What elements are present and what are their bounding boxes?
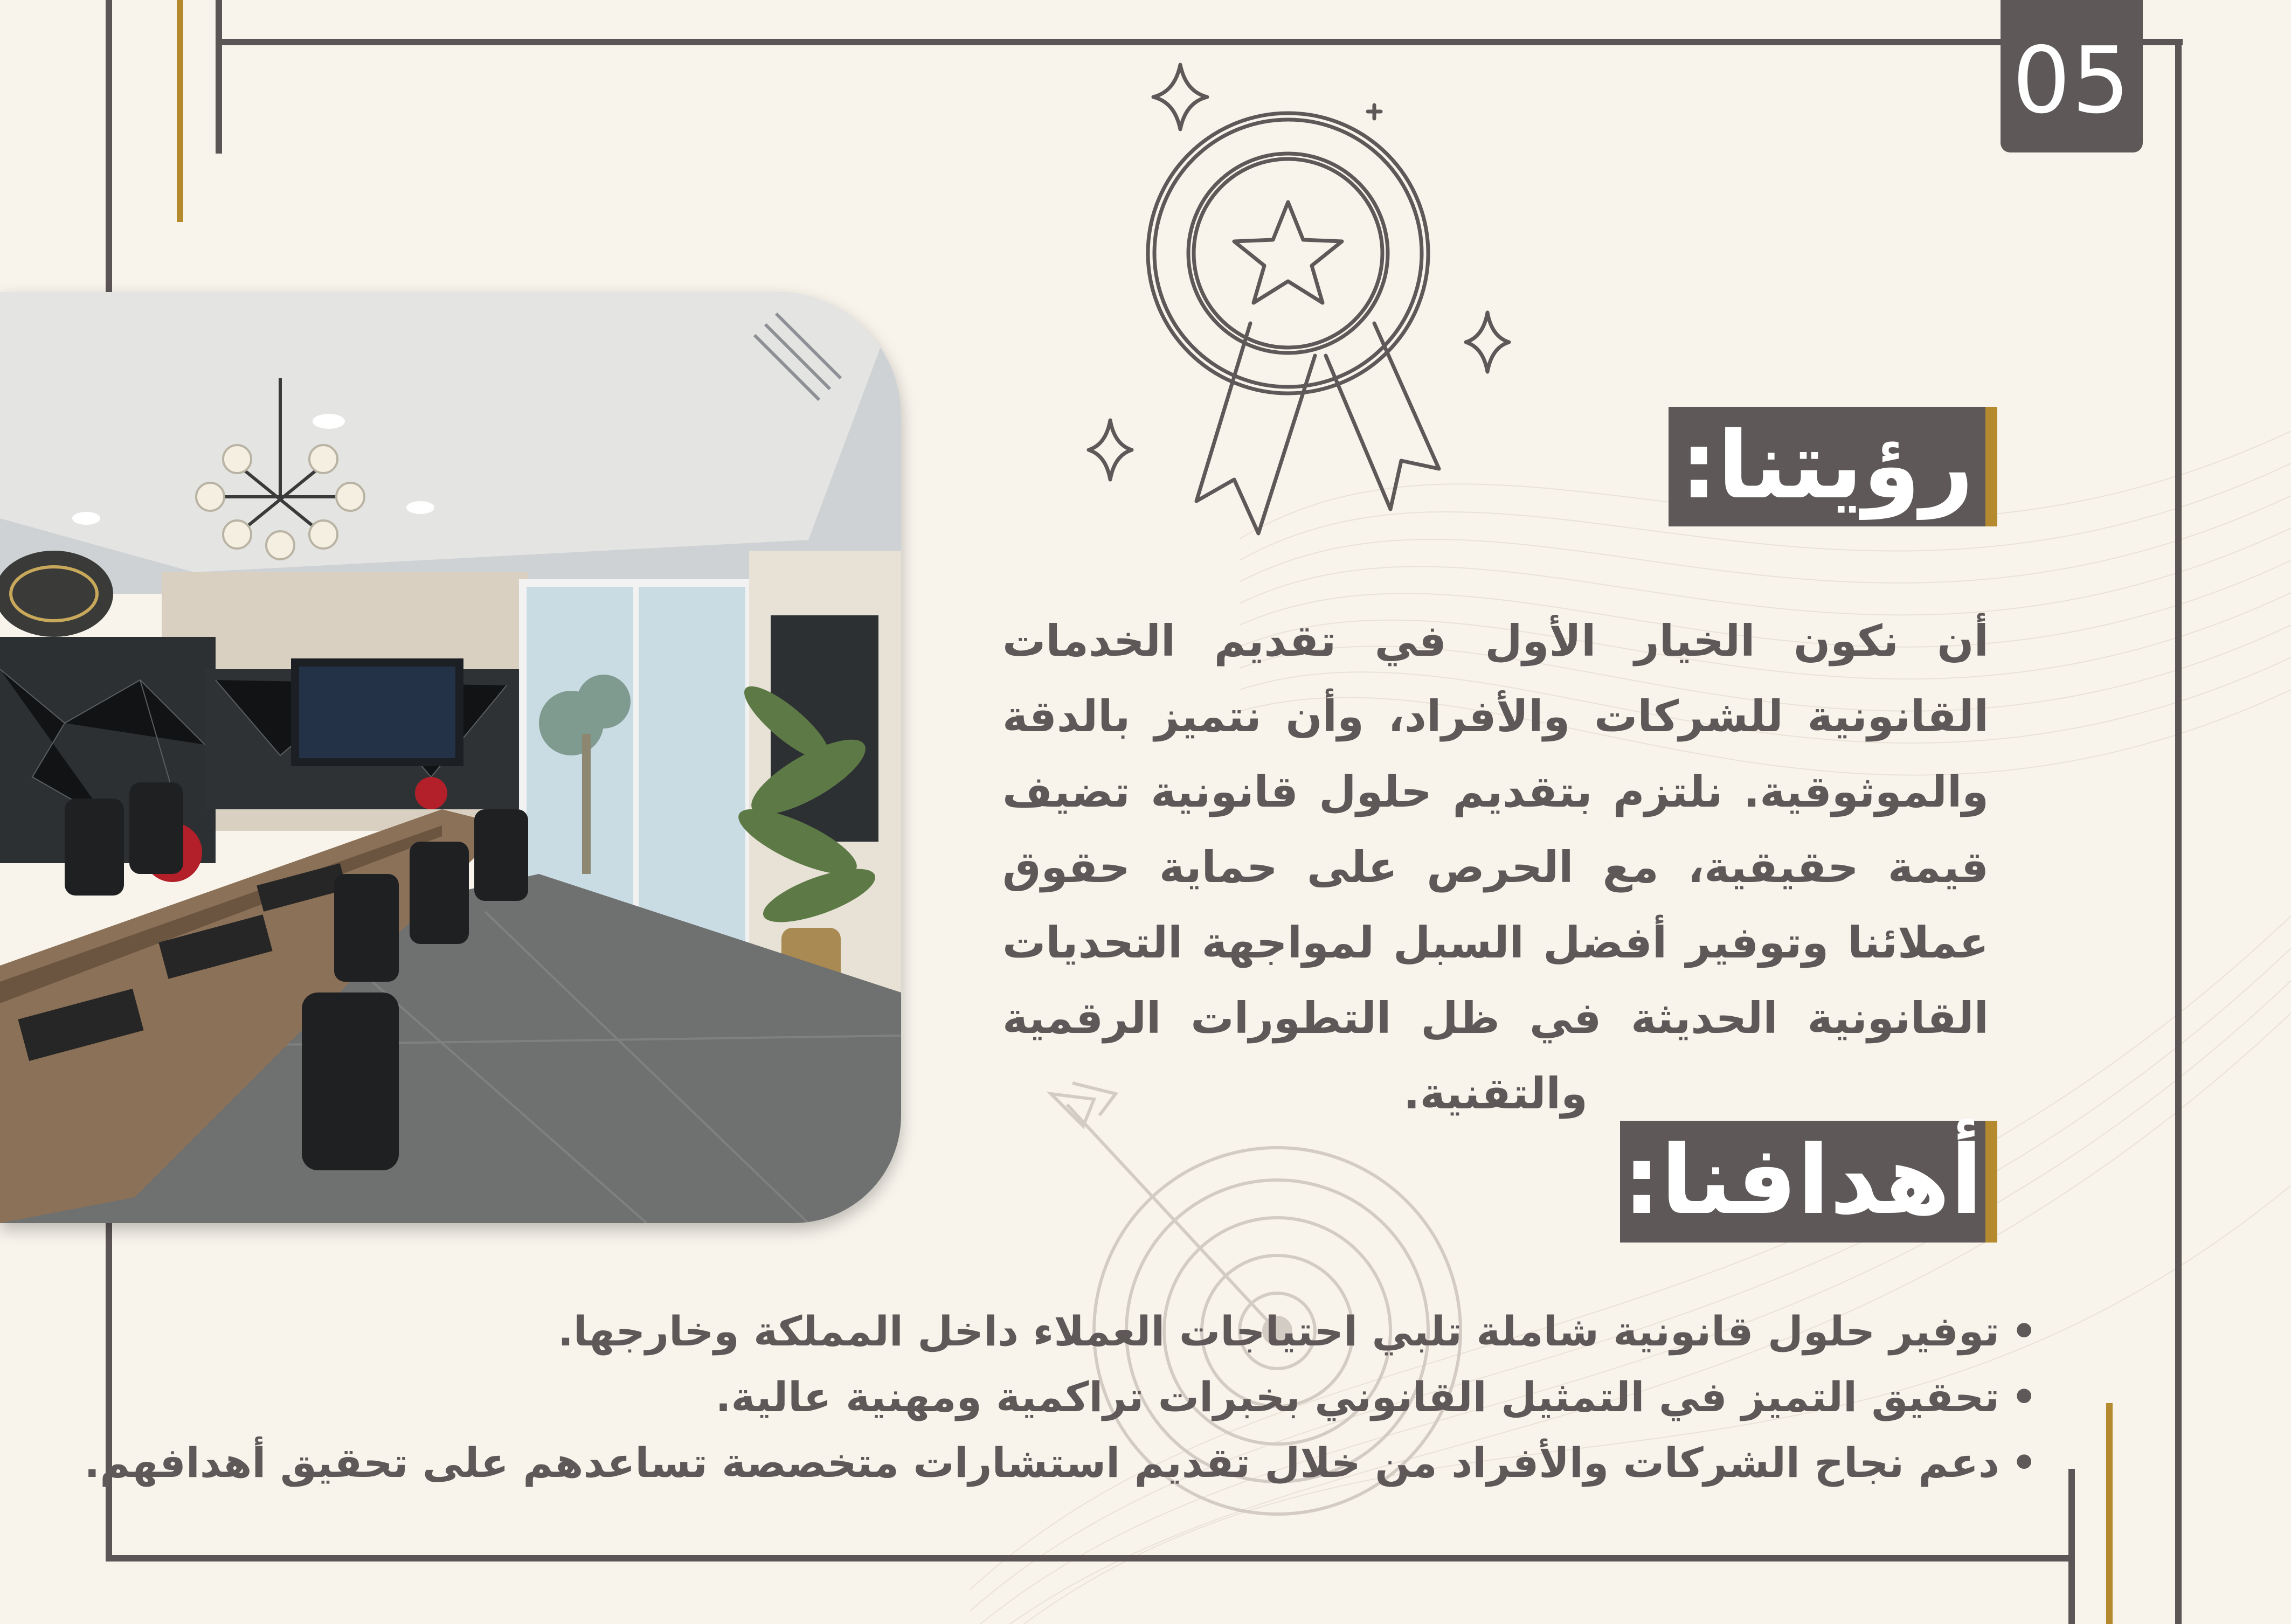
- vision-paragraph: أن نكون الخيار الأول في تقديم الخدمات القانونية للشركات والأفراد، وأن نتميز بالدقة والموثوقية. نلتزم بتقديم حلول قانونية تضيف قيمة حقيقية، مع الحرص على حماية حقوق عملائنا وتوفير أفضل السبل لمواجهة التحديات القانونية الحديثة في ظل التطورات الرقمية والتقنية.: [1002, 616, 1989, 1119]
- gold-accent-top: [177, 0, 183, 222]
- frame-left-line-upper: [106, 0, 112, 294]
- meeting-room-photo: [0, 292, 901, 1223]
- goal-text: تحقيق التميز في التمثيل القانوني بخبرات تراكمية ومهنية عالية.: [715, 1373, 1999, 1421]
- page-number: 05: [2001, 0, 2143, 152]
- goals-heading: أهدافنا:: [1620, 1121, 1997, 1243]
- award-medal-icon: [1072, 54, 1525, 555]
- bullet-icon: •: [2011, 1307, 2037, 1355]
- goals-list: [84, 1299, 2037, 1496]
- meeting-room-illustration: [0, 292, 901, 1223]
- frame-inner-left-tick: [216, 0, 222, 154]
- frame-left-line-lower: [106, 1222, 112, 1561]
- bullet-icon: •: [2011, 1439, 2037, 1487]
- goal-text: دعم نجاح الشركات والأفراد من خلال تقديم استشارات متخصصة تساعدهم على تحقيق أهدافهم.: [84, 1439, 1999, 1487]
- vision-heading: رؤيتنا:: [1669, 407, 1997, 526]
- goal-text: توفير حلول قانونية شاملة تلبي احتياجات العملاء داخل المملكة وخارجها.: [557, 1307, 1999, 1355]
- frame-right-line: [2175, 39, 2182, 1624]
- gold-accent-bottom: [2106, 1403, 2113, 1624]
- frame-top-line: [216, 39, 2183, 45]
- frame-inner-bottom-tick: [2068, 1469, 2075, 1624]
- goal-item: [194, 1299, 2037, 1364]
- goal-item: [194, 1364, 2037, 1430]
- goal-item: [84, 1430, 2037, 1496]
- bullet-icon: •: [2011, 1373, 2037, 1421]
